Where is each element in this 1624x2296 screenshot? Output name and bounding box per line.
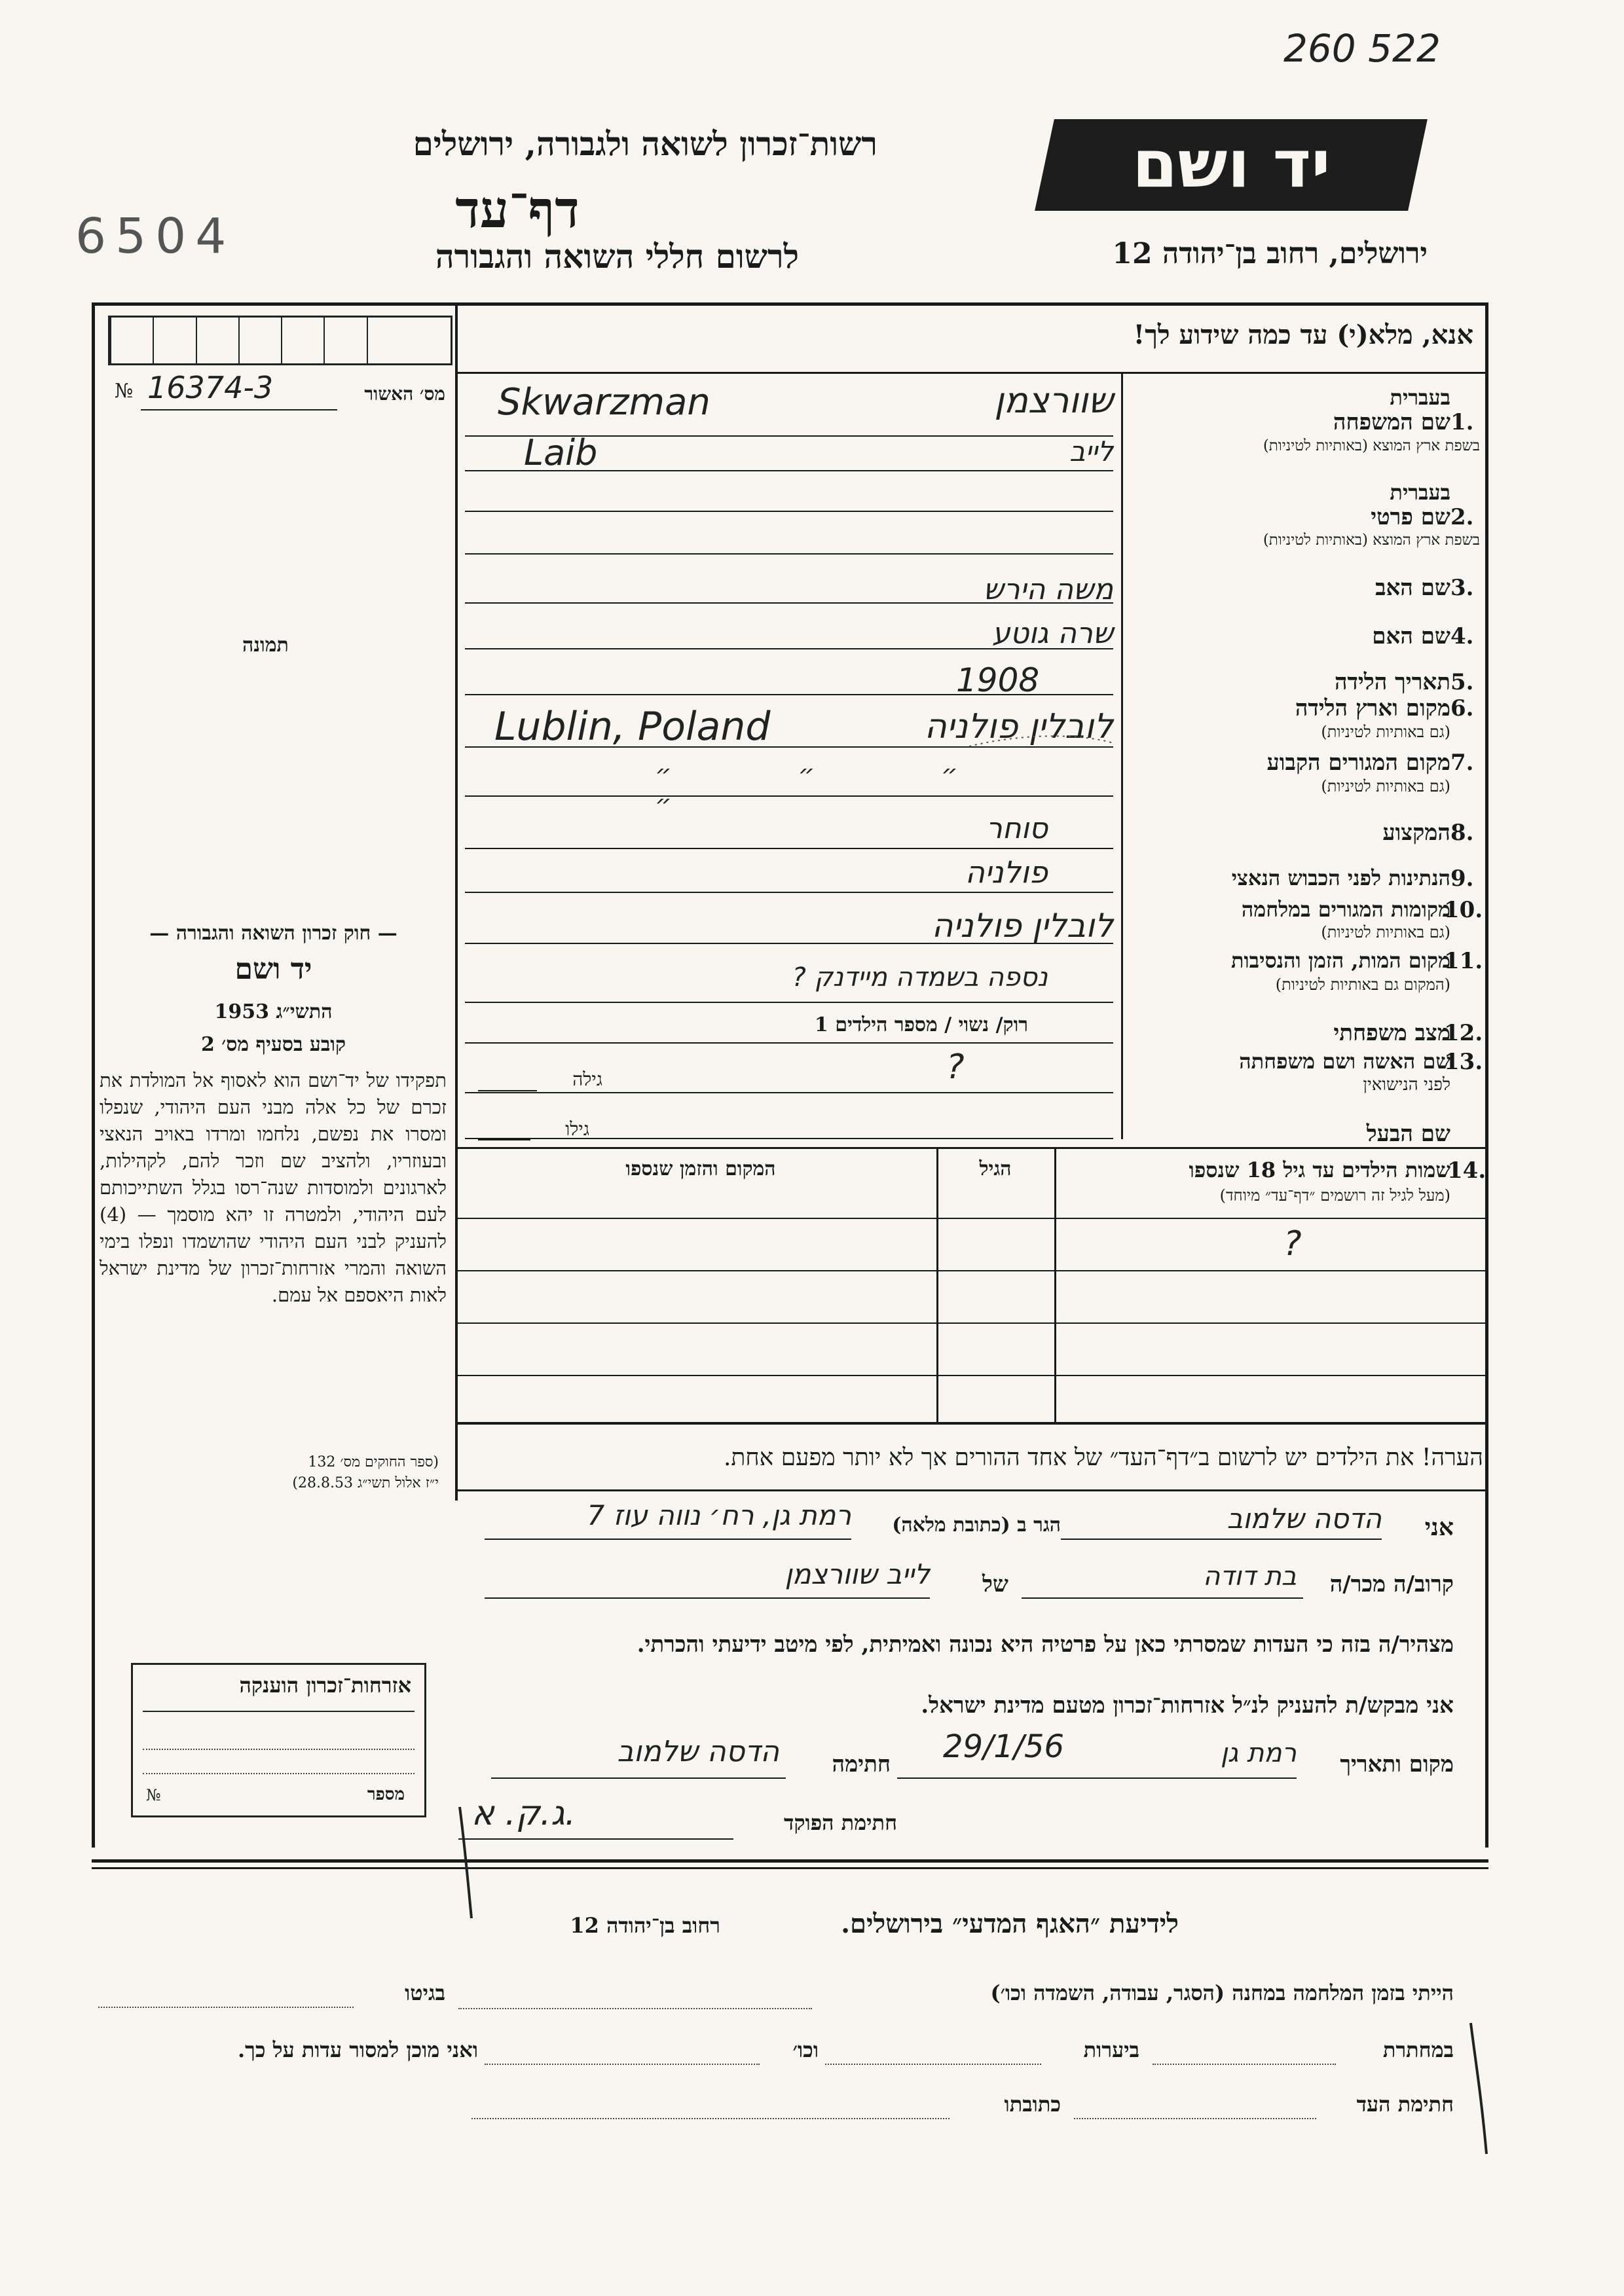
law-year: התשי״ג 1953 <box>214 1000 333 1023</box>
ink-smudge <box>969 736 1113 746</box>
children-header-sub: (מעל לגיל זה רושמים ״דף־עד״ מיוחד) <box>1219 1186 1450 1205</box>
field-2-label: שם פרטי <box>1371 504 1450 530</box>
logo-text: יד ושם <box>1132 126 1331 202</box>
birth-date-value: 1908 <box>956 661 1040 699</box>
citizenship-no-label: № <box>146 1786 161 1804</box>
org-name: רשות־זכרון לשואה ולגבורה, ירושלים <box>413 124 877 163</box>
field-husband-label: שם הבעל <box>1366 1121 1450 1147</box>
law-body: תפקידו של יד־ושם הוא לאסוף אל המולדת את זכרם של כל אלה מבני העם היהודי, שנפלו ומסרו את נפשם, נלחמו ומרדו באויב הנאצי ובעוזריו, ולהציב שם וזכר להם, לקהילות, לארגונים ולמוסדות שנה־רסו בגלל השתייכותם לעם היהודי, ולמטרה זו יהא מוסמך — (4) להעניק לבני העם היהודי שהושמדו ונפלו בימי השואה והמרי אזרחות־זכרון של מדינת ישראל לאות היאספם אל עמם. <box>100 1069 447 1306</box>
law-ref-2: י״ז אלול תשי״ג 28.8.53) <box>292 1475 439 1491</box>
citizenship-number-label: מספר <box>367 1785 405 1804</box>
wife-name-value: ? <box>946 1048 965 1087</box>
field-6-label: מקום וארץ הלידה <box>1295 695 1450 721</box>
footer-etc: וכו׳ <box>792 2037 819 2062</box>
field-13-label: שם האשה ושם משפחתה <box>1239 1049 1450 1074</box>
form-subtitle: לרשום חללי השואה והגבורה <box>435 237 799 276</box>
footer-forests: ביערות <box>1083 2037 1139 2062</box>
field-1-label: שם המשפחה <box>1333 409 1450 435</box>
place-value: רמת גן <box>1220 1738 1297 1768</box>
intro-text: אנא, מלא(י) עד כמה שידוע לך! <box>1133 319 1473 350</box>
father-name-value: משה הירש <box>983 573 1113 606</box>
citizenship-title: אזרחות־זכרון הוענקה <box>239 1673 411 1698</box>
place-date-label: מקום ותאריך <box>1340 1751 1454 1777</box>
nationality-value: פולניה <box>965 854 1048 890</box>
wife-age-label: גילה <box>572 1068 602 1090</box>
children-entry: ? <box>1283 1224 1302 1264</box>
children-num: 14. <box>1447 1157 1486 1184</box>
children-header-place: המקום והזמן שנספו <box>625 1157 776 1180</box>
field-6-num: 6. <box>1450 695 1474 721</box>
footer-address: רחוב בן־יהודה 12 <box>570 1913 720 1938</box>
approval-number: 16374-3 <box>147 370 274 405</box>
field-2-num: 2. <box>1450 504 1474 530</box>
death-place-value: נספה בשמדה מיידנק ? <box>792 962 1048 993</box>
form-title: דף־עד <box>455 180 580 240</box>
field-3-label: שם האב <box>1375 575 1450 601</box>
children-header-age: הגיל <box>979 1157 1012 1180</box>
field-4-num: 4. <box>1450 623 1474 649</box>
field-10-label: מקומות המגורים במלחמה <box>1241 897 1450 922</box>
footer-line-1: הייתי בזמן המלחמה במחנה (הסגר, עבודה, השמדה וכו׳) <box>990 1980 1454 2005</box>
field-8-label: המקצוע <box>1382 820 1450 846</box>
field-2-hebrew-tag: בעברית <box>1390 480 1450 505</box>
page-number-annotation: 6504 <box>75 208 236 264</box>
children-header-name: שמות הילדים עד גיל 18 שנספו <box>1189 1157 1450 1182</box>
declarant-signature: הדסה שלמוב <box>617 1735 779 1768</box>
firstname-latin-value: Laib <box>524 432 598 473</box>
photo-label: תמונה <box>242 634 289 657</box>
request-text: אני מבקש/ת להעניק לנ״ל אזרחות־זכרון מטעם מדינת ישראל. <box>921 1692 1454 1719</box>
field-11-label: מקום המות, הזמן והנסיבות <box>1230 948 1450 973</box>
law-logo: יד ושם <box>234 953 312 986</box>
relation-value: בת דודה <box>1203 1561 1297 1592</box>
of-name: לייב שוורצמן <box>784 1558 930 1590</box>
residence-ditto-value: ״ ״ ״ ״ <box>655 759 1017 820</box>
field-12-num: 12. <box>1444 1020 1483 1046</box>
field-7-label: מקום המגורים הקבוע <box>1266 750 1450 776</box>
field-10-sub: (גם באותיות לטיניות) <box>1321 923 1450 941</box>
footer-witness-sig: חתימת העד <box>1356 2092 1454 2117</box>
declarant-i-label: אני <box>1424 1514 1454 1541</box>
field-2-sub: בשפת ארץ המוצא (באותיות לטיניות) <box>1263 532 1480 549</box>
field-12-label: מצב משפחתי <box>1333 1020 1450 1046</box>
address: ירושלים, רחוב בן־יהודה 12 <box>1112 237 1428 270</box>
surname-hebrew-value: שוורצמן <box>994 380 1113 421</box>
mother-name-value: שרה גוטע <box>992 617 1113 650</box>
declarant-name: הדסה שלמוב <box>1227 1503 1382 1535</box>
law-clause: קובע בסעיף מס׳ 2 <box>200 1033 346 1056</box>
officer-pen-stroke <box>460 1807 471 1918</box>
field-1-hebrew-tag: בעברית <box>1390 385 1450 410</box>
husband-age-label: גילו <box>565 1118 589 1140</box>
field-7-num: 7. <box>1450 750 1474 776</box>
footer-ready: ואני מוכן למסור עדות על כך. <box>237 2037 478 2062</box>
declaration-text: מצהיר/ה בזה כי העדות שמסרתי כאן על פרטיה היא נכונה ואמיתית, לפי מיטב ידיעתי והכרתי. <box>637 1631 1454 1658</box>
archive-number-annotation: 260 522 <box>1283 26 1441 71</box>
law-ref-1: (ספר החוקים מס׳ 132 <box>308 1454 439 1470</box>
field-8-num: 8. <box>1450 820 1474 846</box>
birth-place-hebrew-value: לובלין פולניה <box>924 707 1113 746</box>
wartime-residence-value: לובלין פולניה <box>931 907 1113 945</box>
relation-label: קרוב/ה מכר/ה <box>1329 1571 1454 1597</box>
law-title: — חוק זכרון השואה והגבורה — <box>149 922 397 945</box>
field-6-sub: (גם באותיות לטיניות) <box>1321 723 1450 741</box>
field-5-num: 5. <box>1450 669 1474 695</box>
officer-sig-label: חתימת הפוקד <box>784 1810 897 1835</box>
field-11-sub: (המקום גם באותיות לטיניות) <box>1275 975 1450 994</box>
field-10-num: 10. <box>1444 897 1483 923</box>
surname-latin-value: Skwarzman <box>498 381 710 424</box>
note-text: הערה! את הילדים יש לרשום ב״דף־העד״ של אחד ההורים אך לא יותר מפעם אחת. <box>723 1444 1483 1471</box>
field-1-sub: בשפת ארץ המוצא (באותיות לטיניות) <box>1263 437 1480 454</box>
field-1-num: 1. <box>1450 409 1474 435</box>
of-label: של <box>982 1571 1008 1597</box>
field-9-num: 9. <box>1450 866 1474 892</box>
margin-pen-stroke <box>1471 2023 1486 2154</box>
birth-place-latin-value: Lublin, Poland <box>494 704 771 750</box>
officer-signature: ג.ק. א. <box>471 1794 576 1833</box>
footer-address-label: כתובתו <box>1004 2092 1061 2117</box>
approval-label: מס׳ האשור <box>364 383 445 405</box>
declarant-lives-label: הגר ב (כתובת מלאה) <box>892 1514 1061 1537</box>
footer-heading: לידיעת ״האגף המדעי״ בירושלים. <box>841 1908 1179 1939</box>
footer-underground: במחתרת <box>1382 2037 1454 2062</box>
field-9-label: הנתינות לפני הכבוש הנאצי <box>1231 866 1450 890</box>
field-13-num: 13. <box>1444 1049 1483 1075</box>
field-4-label: שם האם <box>1372 623 1450 649</box>
signature-label: חתימה <box>832 1751 891 1777</box>
field-7-sub: (גם באותיות לטיניות) <box>1321 777 1450 795</box>
field-13-sub: לפני הנישואין <box>1363 1075 1450 1095</box>
declarant-address: רמת גן, רח׳ נווה עוז 7 <box>587 1499 851 1531</box>
date-value: 29/1/56 <box>943 1728 1065 1765</box>
firstname-hebrew-value: לייב <box>1069 435 1113 467</box>
field-5-label: תאריך הלידה <box>1334 669 1450 695</box>
field-3-num: 3. <box>1450 575 1474 601</box>
family-status-value: רוק/ נשוי / מספר הילדים 1 <box>814 1013 1028 1036</box>
footer-ghetto: בגיטו <box>405 1980 445 2005</box>
profession-value: סוחר <box>986 812 1048 845</box>
approval-no-label: № <box>115 380 134 403</box>
field-11-num: 11. <box>1444 948 1483 974</box>
